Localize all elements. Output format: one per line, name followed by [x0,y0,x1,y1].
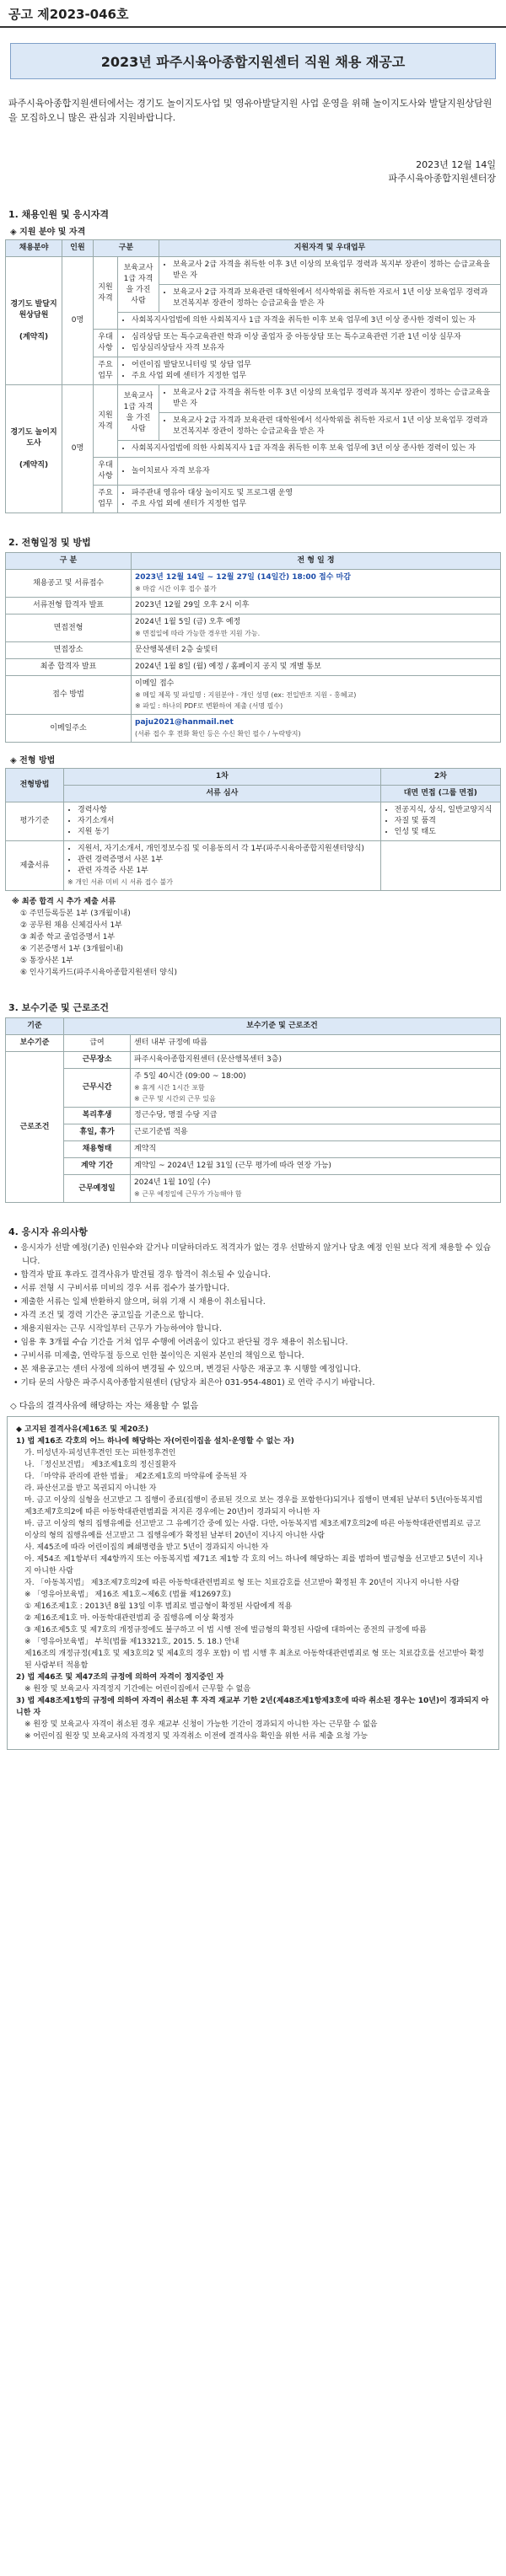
final-doc-item: ② 공무원 채용 신체검사서 1부 [20,921,122,930]
schedule-row [6,642,501,659]
job-type: (계약직) [19,332,49,341]
submit-second [380,841,500,891]
disq-line: 2) 법 제46조 및 제47조의 규정에 의하여 자격이 정지중인 자 [16,1673,224,1682]
cond-value-cell [131,1141,501,1158]
job-name-cell [6,257,62,385]
schedule-label: 면접전형 [6,614,132,642]
cond-row [6,1141,501,1158]
cond-value-cell [131,1175,501,1203]
schedule-table [5,552,501,743]
cond-row [6,1069,501,1108]
schedule-row [6,676,501,715]
qual-label: 지원자격 [94,385,118,458]
schedule-value-cell [132,570,501,598]
final-docs-title: ※ 최종 합격 시 추가 제출 서류 [12,898,116,906]
col-type: 구분 [94,240,159,257]
disq-line: ※ 원장 및 보육교사 자격이 취소된 경우 재교부 신청이 가능한 기간이 경과되지 아니한 자는 근무할 수 없음 [24,1720,378,1729]
cond-value: 2024년 1월 10일 (수) [134,1178,211,1187]
schedule-col-value: 전 형 일 정 [132,553,501,570]
schedule-label: 이메일주소 [6,715,132,743]
qual-extra: • 사회복지사업법에 의한 사회복지사 1급 자격을 취득한 이후 보육 업무에 3년 이상 종사한 경력이 있는 자 [118,313,501,330]
method-sub-second: 대면 면접 (그룹 면접) [380,786,500,802]
schedule-label: 서류전형 합격자 발표 [6,598,132,614]
section1-title: 1. 채용인원 및 응시자격 [8,209,109,220]
job-name: 경기도 놀이지도사 [10,427,57,448]
qual-label: 지원자격 [94,257,118,330]
cond-col-basis: 기준 [6,1018,64,1035]
cond-row [6,1052,501,1069]
disq-line: ※ 「영유아보육법」 부칙(법률 제13321호, 2015. 5. 18.) 안내 [24,1638,240,1646]
job-count: 0명 [62,257,94,385]
duty-list: • 파주관내 영유아 대상 놀이지도 및 프로그램 운영 • 주요 사업 외에 센터가 지정한 업무 [118,486,501,513]
disq-line: 나. 「정신보건법」 제3조제1호의 정신질환자 [24,1461,177,1469]
cond-note: ※ 휴게 시간 1시간 포함 ※ 근무 및 시간외 근무 있음 [134,1084,216,1103]
disq-line: ② 제16조제1호 마. 아동학대관련범죄 중 집행유예 이상 확정자 [24,1614,234,1623]
notice-bullets [13,1242,496,1390]
schedule-value: 2024년 1월 5일 (금) 오후 예정 [135,618,241,626]
job-type: (계약직) [19,460,49,470]
cond-key: 계약 기간 [64,1158,131,1175]
cond-value: 근로기준법 적용 [134,1128,188,1136]
disq-line: 제16조의 개정규정(제1호 및 제3호의2 및 제4호의 경우 포함) 이 법 시행 후 최초로 아동학대관련범죄로 형 또는 치료감호를 선고받아 확정된 사람부터 적용함 [24,1650,484,1670]
cond-row [6,1175,501,1203]
disq-line: ③ 제16조제5호 및 제7호의 개정규정에도 불구하고 이 법 시행 전에 벌금형의 확정된 사람에 대하여는 종전의 규정에 따름 [24,1626,427,1634]
date-block [5,158,496,185]
cond-key: 근무시간 [64,1069,131,1108]
cond-label: 근로조건 [6,1052,64,1203]
schedule-row [6,614,501,642]
notice-bullet: • 본 채용공고는 센터 사정에 의하여 변경될 수 있으며, 변경된 사항은 재공고 후 시행할 예정입니다. [13,1365,361,1374]
disq-line: 1) 법 제16조 각호의 어느 하나에 해당하는 자(어린이집을 설치·운영할 수 없는 자) [16,1437,294,1446]
eval-first: • 경력사항 • 자기소개서 • 지원 동기 [64,802,381,841]
schedule-label: 최종 합격자 발표 [6,659,132,676]
cond-col-detail: 보수기준 및 근로조건 [64,1018,501,1035]
notice-org: 파주시육아종합지원센터장 [388,173,496,184]
schedule-value: paju2021@hanmail.net [135,718,234,727]
schedule-value: 2023년 12월 14일 ~ 12월 27일 (14일간) 18:00 접수 마감 [135,573,351,582]
schedule-value-cell [132,642,501,659]
schedule-value-cell [132,614,501,642]
qualification-table [5,239,501,513]
degree-label: 보육교사 1급 자격을 가진 사람 [118,385,159,441]
schedule-note: (서류 접수 후 전화 확인 등은 수신 확인 필수 / 누락방지) [135,730,301,738]
schedule-note: ※ 메일 제목 및 파일명 : 지원분야 - 개인 성명 (ex: 전일반조 지원 - 홍혜교) ※ 파일 : 하나의 PDF로 변환하여 제출 (서명 필수) [135,691,357,710]
disq-line: 사. 제45조에 따라 어린이집의 폐쇄명령을 받고 5년이 경과되지 아니한 자 [24,1543,269,1552]
method-sub: ◈ 전형 방법 [10,756,56,765]
eval-second: • 전공지식, 상식, 일반교양지식 • 자질 및 품격 • 인성 및 태도 [380,802,500,841]
method-sub-first: 서류 심사 [64,786,381,802]
pref-label: 우대사항 [94,330,118,357]
schedule-value-cell [132,659,501,676]
cond-row [6,1124,501,1141]
disq-line: ※ 원장 및 보육교사 자격정지 기간에는 어린이집에서 근무할 수 없음 [24,1685,251,1693]
notice-bullet: • 기타 문의 사항은 파주시육아종합지원센터 (담당자 최은아 031-954-4801) 로 연락 주시기 바랍니다. [13,1378,375,1387]
schedule-value-cell [132,598,501,614]
job-name-cell [6,385,62,513]
schedule-value-cell [132,676,501,715]
cond-value: 정근수당, 명절 수당 지급 [134,1111,218,1119]
pay-key: 급여 [64,1035,131,1052]
cond-key: 근무예정일 [64,1175,131,1203]
submit-label: 제출서류 [6,841,64,891]
pref-list: • 놀이치료사 자격 보유자 [118,458,501,486]
schedule-value-cell [132,715,501,743]
notice-bullet: • 합격자 발표 후라도 결격사유가 발견될 경우 합격이 취소될 수 있습니다. [13,1270,271,1280]
eval-label: 평가기준 [6,802,64,841]
final-doc-item: ③ 최종 학교 졸업증명서 1부 [20,933,116,942]
disq-intro: ◇ 다음의 결격사유에 해당하는 자는 채용할 수 없음 [10,1402,199,1411]
section1-sub: ◈ 지원 분야 및 자격 [10,228,86,237]
disqualification-box [7,1416,499,1750]
notice-bullet: • 임용 후 3개월 수습 기간을 거쳐 업무 수행에 어려움이 있다고 판단될 경우 채용이 취소됩니다. [13,1338,348,1347]
conditions-table [5,1017,501,1203]
cond-key: 근무장소 [64,1052,131,1069]
notice-date: 2023년 12월 14일 [416,159,496,170]
cond-value-cell [131,1052,501,1069]
schedule-label: 채용공고 및 서류접수 [6,570,132,598]
cond-key: 휴일, 휴가 [64,1124,131,1141]
final-doc-item: ⑤ 통장사본 1부 [20,957,73,965]
final-doc-item: ⑥ 인사기록카드(파주시육아종합지원센터 양식) [20,969,177,977]
method-col-first: 1차 [64,769,381,786]
cond-note: ※ 근무 예정일에 근무가 가능해야 함 [134,1190,242,1198]
col-count: 인원 [62,240,94,257]
cond-value: 계약일 ~ 2024년 12월 31일 (근무 평가에 따라 연장 가능) [134,1162,331,1170]
cond-value-cell [131,1158,501,1175]
notice-bullet: • 서류 전형 시 구비서류 미비의 경우 서류 접수가 불가합니다. [13,1284,230,1293]
schedule-label: 접수 방법 [6,676,132,715]
schedule-row [6,598,501,614]
schedule-value: 이메일 접수 [135,679,175,688]
notice-bullet: • 자격 조건 및 경력 기간은 공고일을 기준으로 합니다. [13,1311,204,1320]
disq-line: 3) 법 제48조제1항의 규정에 의하여 자격이 취소된 후 자격 재교부 기한 2년(제48조제1항제3호에 따라 취소된 경우는 10년)이 경과되지 아니한 자 [16,1697,489,1717]
final-doc-item: ① 주민등록등본 1부 (3개월이내) [20,910,131,918]
qual-item: • 보육교사 2급 자격과 보육관련 대학원에서 석사학위를 취득한 자로서 1년 이상 보육업무 경력과 보건복지부 장관이 정하는 승급교육을 받은 자 [159,285,501,313]
method-col-type: 전형방법 [6,769,64,802]
qual-item: • 보육교사 2급 자격을 취득한 이후 3년 이상의 보육업무 경력과 복지부 장관이 정하는 승급교육을 받은 자 [159,257,501,285]
pay-label: 보수기준 [6,1035,64,1052]
disq-line: 다. 「마약류 관리에 관한 법률」 제2조제1호의 마약류에 중독된 자 [24,1473,247,1481]
notice-bullet: • 응시자가 선발 예정(기준) 인원수와 같거나 미달하더라도 적격자가 없는 경우 선발하지 않거나 당초 예정 인원 보다 적게 채용할 수 있습니다. [13,1243,491,1266]
duty-label: 주요업무 [94,486,118,513]
disq-line: ※ 어린이집 원장 및 보육교사의 자격정지 및 자격취소 이전에 결격사유 확인을 위한 서류 제출 요청 가능 [24,1732,368,1741]
notice-title: 2023년 파주시육아종합지원센터 직원 채용 재공고 [10,43,496,79]
cond-value: 주 5일 40시간 (09:00 ~ 18:00) [134,1072,246,1081]
notice-bullet: • 구비서류 미제출, 연락두절 등으로 인한 불이익은 지원자 본인의 책임으로 합니다. [13,1351,304,1360]
schedule-note: ※ 마감 시간 이후 접수 불가 [135,585,217,593]
schedule-note: ※ 면접일에 따라 가능한 경우만 지원 가능. [135,630,261,637]
section2-title: 2. 전형일정 및 방법 [8,537,91,548]
submit-first: • 지원서, 자기소개서, 개인정보수집 및 이용동의서 각 1부(파주시육아종합지원센터양식) • 관련 경력증명서 사본 1부 • 관련 자격증 사본 1부 ※ 개인 서류 미비 시 서류 접수 불가 [64,841,381,891]
schedule-label: 면접장소 [6,642,132,659]
job-name: 경기도 발달지원상담원 [10,299,57,319]
schedule-col-label: 구 분 [6,553,132,570]
col-field: 채용분야 [6,240,62,257]
section4-title: 4. 응시자 유의사항 [8,1226,88,1237]
intro-text: 파주시육아종합지원센터에서는 경기도 놀이지도사업 및 영유아발달지원 사업 운영을 위해 놀이지도사와 발달지원상담원을 모집하오니 많은 관심과 지원바랍니다. [8,98,493,123]
final-docs [12,896,494,979]
schedule-value: 문산행복센터 2층 술빛터 [135,646,218,654]
schedule-value: 2024년 1월 8일 (월) 예정 / 홈페이지 공지 및 개별 통보 [135,663,321,671]
cond-value-cell [131,1069,501,1108]
notice-bullet: • 채용지원자는 근무 시작일부터 근무가 가능하여야 합니다. [13,1324,222,1334]
cond-key: 복리후생 [64,1108,131,1124]
schedule-value: 2023년 12월 29일 오후 2시 이후 [135,601,250,609]
pay-value: 센터 내부 규정에 따름 [131,1035,501,1052]
disq-line: ① 제16조제1호 : 2013년 8월 13일 이후 범죄로 벌금형이 확정된 사람에게 적용 [24,1602,293,1611]
duty-label: 주요업무 [94,357,118,385]
notice-number: 공고 제2023-046호 [0,0,506,28]
cond-row [6,1158,501,1175]
method-table [5,768,501,891]
schedule-row [6,570,501,598]
disq-line: ※ 「영유아보육법」 제16조 제1호~제6호 (법률 제12697호) [24,1591,232,1599]
disq-line: 라. 파산선고를 받고 복권되지 아니한 자 [24,1484,157,1493]
cond-value: 계약직 [134,1145,157,1153]
degree-label: 보육교사 1급 자격을 가진 사람 [118,257,159,313]
disq-line: 가. 미성년자·피성년후견인 또는 피한정후견인 [24,1449,176,1457]
notice-bullet: • 제출한 서류는 일체 반환하지 않으며, 허위 기재 시 채용이 취소됩니다. [13,1297,266,1307]
duty-list: • 어린이집 발달모니터링 및 상담 업무 • 주요 사업 외에 센터가 지정한 업무 [118,357,501,385]
qual-extra: • 사회복지사업법에 의한 사회복지사 1급 자격을 취득한 이후 보육 업무에 3년 이상 종사한 경력이 있는 자 [118,441,501,458]
disq-line: 바. 금고 이상의 형의 집행유예를 선고받고 그 유예기간 중에 있는 사람. 다만, 아동복지법 제3조제7호의2에 따른 아동학대관련범죄로 금고 이상의 형의 집행유예를 선고받고 그 집행유예가 확정된 날부터 20년이 지나지 아니한 사람 [24,1520,482,1540]
col-detail: 지원자격 및 우대업무 [159,240,501,257]
qual-item: • 보육교사 2급 자격과 보육관련 대학원에서 석사학위를 취득한 자로서 1년 이상 보육업무 경력과 보건복지부 장관이 정하는 승급교육을 받은 자 [159,413,501,441]
disq-line: 아. 제54조 제1항부터 제4항까지 또는 아동복지법 제71조 제1항 각 호의 어느 하나에 해당하는 죄를 범하여 벌금형을 선고받고 5년이 지나지 아니한 사람 [24,1555,483,1575]
disq-line: 마. 금고 이상의 실형을 선고받고 그 집행이 종료(집행이 종료된 것으로 보는 경우를 포함한다)되거나 집행이 면제된 날부터 5년(아동복지법 제3조제7호의2에 따른 아동학대관련범죄를 저지른 경우에는 20년)이 경과되지 아니한 자 [24,1496,483,1516]
cond-value-cell [131,1108,501,1124]
schedule-row [6,659,501,676]
final-doc-item: ④ 기본증명서 1부 (3개월이내) [20,945,124,953]
job-count: 0명 [62,385,94,513]
cond-key: 채용형태 [64,1141,131,1158]
method-col-second: 2차 [380,769,500,786]
section3-title: 3. 보수기준 및 근로조건 [8,1002,109,1013]
cond-value: 파주시육아종합지원센터 (문산행복센터 3층) [134,1055,282,1064]
disq-line: ◆ 고지된 결격사유(제16조 및 제20조) [16,1425,149,1434]
cond-value-cell [131,1124,501,1141]
schedule-row [6,715,501,743]
pref-label: 우대사항 [94,458,118,486]
qual-item: • 보육교사 2급 자격을 취득한 이후 3년 이상의 보육업무 경력과 복지부 장관이 정하는 승급교육을 받은 자 [159,385,501,413]
pref-list: • 심리상담 또는 특수교육관련 학과 이상 졸업자 중 아동상담 또는 특수교육관련 기관 1년 이상 실무자 • 임상심리상담사 자격 보유자 [118,330,501,357]
disq-line: 자. 「아동복지법」 제3조제7호의2에 따른 아동학대관련범죄로 형 또는 치료감호를 선고받아 확정된 후 20년이 지나지 아니한 사람 [24,1579,460,1587]
cond-row [6,1108,501,1124]
